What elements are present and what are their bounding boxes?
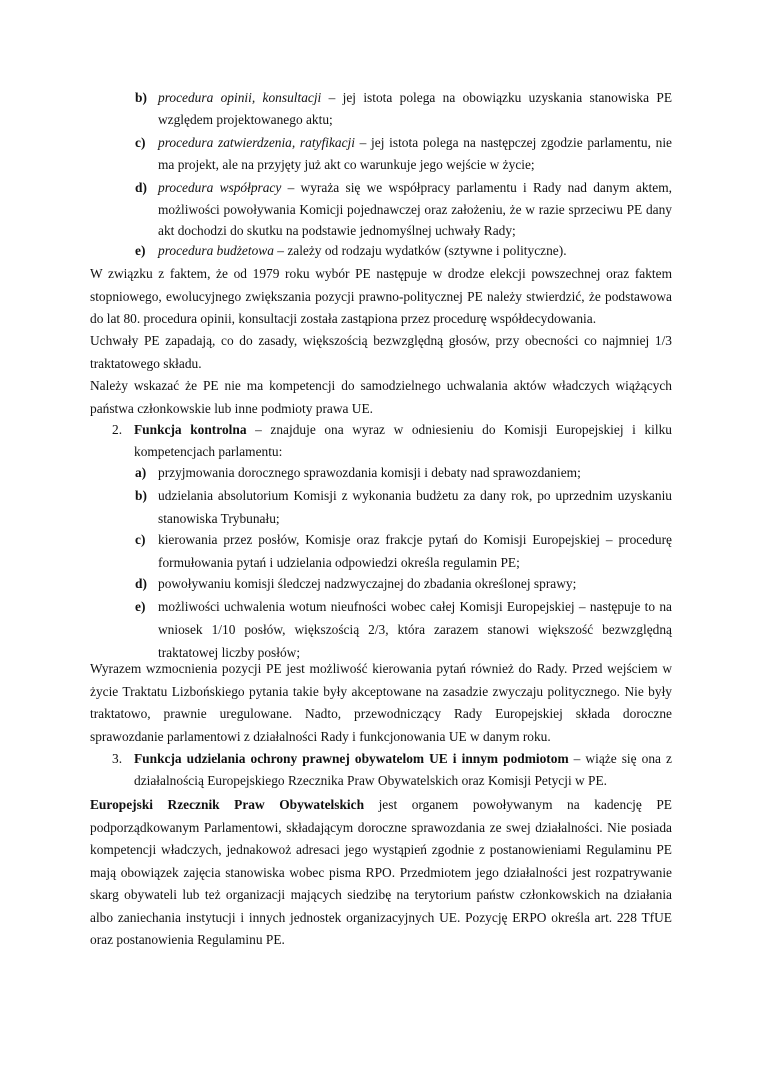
procedure-name: procedura opinii, konsultacji bbox=[158, 90, 322, 105]
list-item-text: możliwości uchwalenia wotum nieufności wobec całej Komisji Europejskiej – następuje to na wniosek 1/10 posłów, większością 2/3, która zarazem stanowi większość bezwzględną traktatowej liczby posłów; bbox=[158, 599, 672, 660]
paragraph-rada: Wyrazem wzmocnienia pozycji PE jest możliwość kierowania pytań również do Rady. Przed wejściem w życie Traktatu Lizbońskiego pytania takie były akceptowane na zasadzie zwyczaju politycznego. Nie były traktatowo, prawnie uregulowane. Nadto, przewodniczący Rady Europejskiej składa doroczne sprawozdanie parlamentowi z działalności Rady i funkcjonowania UE w danym roku. bbox=[90, 661, 672, 744]
control-item-a bbox=[135, 461, 672, 484]
function-ochrona bbox=[112, 748, 672, 792]
paragraph-erpo bbox=[90, 794, 672, 952]
list-label: d) bbox=[135, 576, 147, 591]
list-item-text: powoływaniu komisji śledczej nadzwyczajnej do zbadania określonej sprawy; bbox=[158, 576, 577, 591]
list-item-text: udzielania absolutorium Komisji z wykonania budżetu za dany rok, po uprzednim uzyskaniu stanowiska Trybunału; bbox=[158, 488, 672, 526]
function-kontrolna bbox=[112, 419, 672, 463]
list-label: a) bbox=[135, 465, 147, 480]
list-number: 2. bbox=[112, 422, 123, 437]
function-title: Funkcja kontrolna bbox=[134, 422, 247, 437]
function-text: – wiąże się ona z działalnością Europejskiego Rzecznika Praw Obywatelskich oraz Komisji Petycji w PE. bbox=[134, 751, 672, 788]
procedure-name: procedura współpracy bbox=[158, 180, 282, 195]
list-label: c) bbox=[135, 135, 146, 150]
control-item-c bbox=[135, 528, 672, 574]
list-label: b) bbox=[135, 90, 147, 105]
list-item-text: kierowania przez posłów, Komisje oraz frakcje pytań do Komisji Europejskiej – procedurę formułowania pytań i udzielania odpowiedzi określa regulamin PE; bbox=[158, 532, 672, 570]
procedure-name: procedura budżetowa bbox=[158, 243, 274, 258]
erpo-title: Europejski Rzecznik Praw Obywatelskich bbox=[90, 797, 365, 812]
control-item-d bbox=[135, 572, 672, 595]
function-title: Funkcja udzielania ochrony prawnej obywatelom UE i innym podmiotom bbox=[134, 751, 569, 766]
list-item-text: przyjmowania dorocznego sprawozdania komisji i debaty nad sprawozdaniem; bbox=[158, 465, 581, 480]
procedure-name: procedura zatwierdzenia, ratyfikacji bbox=[158, 135, 355, 150]
control-item-e bbox=[135, 595, 672, 664]
function-text: – znajduje ona wyraz w odniesieniu do Komisji Europejskiej i kilku kompetencjach parlamentu: bbox=[134, 422, 672, 459]
procedure-item-d bbox=[135, 177, 672, 242]
list-label: d) bbox=[135, 180, 147, 195]
paragraph-1979: W związku z faktem, że od 1979 roku wybór PE następuje w drodze elekcji powszechnej oraz faktem stopniowego, ewolucyjnego zwiększania pozycji prawno-politycznej PE należy stwierdzić, że podstawowa do lat 80. procedura opinii, konsultacji została zastąpiona przez procedurę współdecydowania. bbox=[90, 266, 672, 326]
procedure-item-e bbox=[135, 240, 672, 262]
paragraph-kompetencje: Należy wskazać że PE nie ma kompetencji do samodzielnego uchwalania aktów władczych wiążących państwa członkowskie lub inne podmioty prawa UE. bbox=[90, 378, 672, 416]
paragraph-uchwaly: Uchwały PE zapadają, co do zasady, większością bezwzględną głosów, przy obecności co najmniej 1/3 traktatowego składu. bbox=[90, 333, 672, 371]
control-item-b bbox=[135, 484, 672, 530]
procedure-text: – jej istota polega na obowiązku uzyskania stanowiska PE względem projektowanego aktu; bbox=[158, 90, 672, 127]
procedure-item-c bbox=[135, 132, 672, 175]
procedure-text: – wyraża się we współpracy parlamentu i Rady nad danym aktem, możliwości powoływania Komicji pojednawczej oraz założeniu, że w razie sprzeciwu PE dany akt dochodzi do skutku na podstawie jednomyślnej uchwały Rady; bbox=[158, 180, 672, 238]
list-number: 3. bbox=[112, 751, 123, 766]
erpo-text: jest organem powoływanym na kadencję PE podporządkowanym Parlamentowi, składającym doroczne sprawozdania ze swej działalności. Nie posiada kompetencji władczych, jednakowoż adresaci jego wystąpień zgodnie z postanowieniami Regulaminu PE mają obowiązek zajęcia stanowiska wobec pisma RPO. Przedmiotem jego działalności jest rozpatrywanie skarg obywateli lub też organizacji mających siedzibę na terytorium państw członkowskich na działania albo zaniechania instytucji i innych jednostek organizacyjnych UE. Pozycję ERPO określa art. 228 TfUE oraz postanowienia Regulaminu PE. bbox=[90, 797, 672, 947]
list-label: c) bbox=[135, 532, 146, 547]
procedure-item-b bbox=[135, 87, 672, 130]
list-label: e) bbox=[135, 599, 146, 614]
procedure-text: – jej istota polega na następczej zgodzie parlamentu, nie ma projekt, ale na przyjęty już akt co warunkuje jego wejście w życie; bbox=[158, 135, 672, 172]
procedure-text: – zależy od rodzaju wydatków (sztywne i polityczne). bbox=[273, 243, 567, 258]
list-label: b) bbox=[135, 488, 147, 503]
list-label: e) bbox=[135, 243, 146, 258]
